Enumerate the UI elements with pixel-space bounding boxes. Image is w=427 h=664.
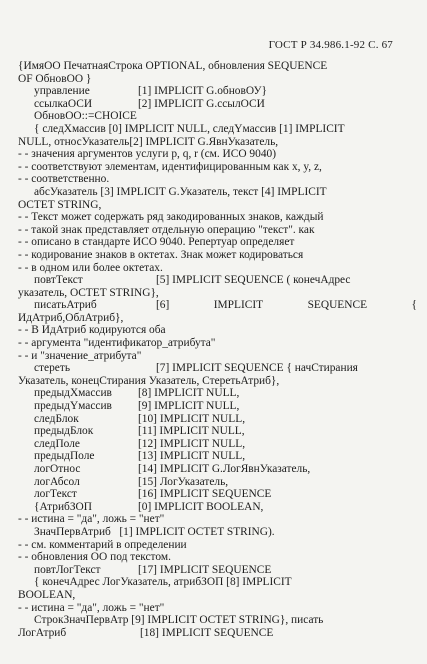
field-type: [18] IMPLICIT SEQUENCE (140, 626, 274, 639)
field-name: предыдYмассив (34, 400, 112, 413)
field-type: [2] IMPLICIT G.ссылОСИ (138, 97, 265, 110)
text-line (18, 488, 417, 501)
comment-line: - - и "значение_атрибута" (18, 349, 142, 362)
field-name: ЛогАтриб (18, 626, 67, 639)
field-type: [0] IMPLICIT BOOLEAN, (138, 500, 264, 513)
field-name: писатьАтриб (34, 299, 97, 312)
text-line: NULL, относУказатель[2] IMPLICIT G.ЯвнУказатель, (18, 135, 279, 148)
text-line (18, 425, 417, 438)
comment-line: - - аргумента "идентификатор_атрибута" (18, 337, 216, 350)
field-name: логТекст (34, 488, 77, 501)
page-header: ГОСТ Р 34.986.1-92 С. 67 (268, 39, 393, 51)
text-line: { следХмассив [0] IMPLICIT NULL, следYмассив [1] IMPLICIT (34, 122, 345, 135)
text-line (18, 400, 417, 413)
field-name: повтЛогТекст (34, 563, 101, 576)
comment-line: - - истина = "да", ложь = "нет" (18, 601, 165, 614)
comment-line: - - соответствуют элементам, идентифицированным как x, y, z, (18, 160, 322, 173)
text-line: ИдАтриб,ОблАтриб}, (18, 311, 124, 324)
text-line (18, 98, 417, 111)
field-name: следПоле (34, 437, 80, 450)
text-line: ЗначПервАтриб [1] IMPLICIT OCTET STRING). (34, 525, 275, 538)
comment-line: - - обновления ОО под текстом. (18, 551, 171, 564)
text-line (18, 438, 417, 451)
text-line (18, 450, 417, 463)
text-line (18, 387, 417, 400)
comment-line: - - Текст может содержать ряд закодированных знаков, каждый (18, 211, 324, 224)
field-type: [14] IMPLICIT G.ЛогЯвнУказатель, (138, 463, 311, 475)
comment-line: - - истина = "да", ложь = "нет" (18, 513, 165, 526)
comment-line: - - кодирование знаков в октетах. Знак может кодироваться (18, 248, 304, 261)
field-name: стереть (34, 362, 71, 375)
text-line: указатель, OCTET STRING}, (18, 286, 159, 299)
field-name: логОтнос (34, 463, 81, 475)
text-line (18, 413, 417, 426)
keyword: SEQUENCE (307, 299, 368, 312)
field-type (156, 299, 417, 312)
text-line (18, 564, 417, 577)
comment-line: - - соответственно. (18, 173, 110, 186)
field-name: {АтрибЗОП (34, 500, 92, 513)
field-name: предыдБлок (34, 425, 94, 438)
keyword: IMPLICIT (213, 299, 264, 312)
text-line (18, 463, 417, 476)
brace: { (411, 299, 417, 312)
field-name: управление (34, 85, 90, 98)
text-line (18, 85, 417, 98)
text-line (18, 274, 417, 287)
field-type: [10] IMPLICIT NULL, (138, 412, 246, 425)
text-line: OCTET STRING, (18, 198, 102, 211)
tag-number: [6] (156, 299, 170, 312)
field-type: [1] IMPLICIT G.обновОУ} (138, 85, 267, 98)
text-line: СтрокЗначПервАтр [9] IMPLICIT OCTET STRING}, писать (34, 614, 324, 627)
field-name: предыдПоле (34, 450, 95, 463)
field-name: следБлок (34, 412, 79, 425)
text-line: Указатель, конецСтирания Указатель, СтеретьАтриб}, (18, 374, 280, 387)
text-line: BOOLEAN, (18, 588, 76, 601)
document-body (18, 60, 417, 639)
field-type: [7] IMPLICIT SEQUENCE { начСтирания (156, 362, 358, 375)
field-name: ссылкаОСИ (34, 97, 93, 110)
field-type: [17] IMPLICIT SEQUENCE (138, 563, 272, 576)
comment-line: - - описано в стандарте ИСО 9040. Репертуар определяет (18, 236, 295, 249)
text-line: ОбновОО::=CHOICE (34, 110, 137, 123)
text-line (18, 476, 417, 489)
text-line: { конечАдрес ЛогУказатель, атрибЗОП [8] IMPLICIT (34, 576, 292, 589)
field-type: [5] IMPLICIT SEQUENCE ( конечАдрес (156, 274, 351, 287)
comment-line: - - значения аргументов услуги p, q, r (см. ИСО 9040) (18, 148, 277, 161)
field-name: повтТекст (34, 274, 83, 287)
field-type: [8] IMPLICIT NULL, (138, 387, 240, 400)
text-line (18, 362, 417, 375)
field-type: [15] ЛогУказатель, (138, 475, 229, 488)
comment-line: - - такой знак представляет отдельную операцию "текст". как (18, 223, 315, 236)
field-type: [13] IMPLICIT NULL, (138, 450, 246, 463)
text-line (18, 501, 417, 514)
field-type: [9] IMPLICIT NULL, (138, 400, 240, 413)
comment-line: - - В ИдАтриб кодируются оба (18, 324, 166, 337)
field-name: логАбсол (34, 475, 80, 488)
field-name: предыдХмассив (34, 387, 112, 400)
text-line (18, 627, 417, 640)
field-type: [16] IMPLICIT SEQUENCE (138, 488, 272, 501)
field-type: [12] IMPLICIT NULL, (138, 437, 246, 450)
text-line: {ИмяОО ПечатнаяСтрока OPTIONAL, обновления SEQUENCE (18, 60, 328, 72)
text-line (18, 299, 417, 312)
comment-line: - - в одном или более октетах. (18, 261, 163, 274)
field-type: [11] IMPLICIT NULL, (138, 425, 245, 438)
comment-line: - - см. комментарий в определении (18, 538, 187, 551)
text-line: OF ОбновОО } (18, 72, 92, 85)
text-line: абсУказатель [3] IMPLICIT G.Указатель, текст [4] IMPLICIT (34, 185, 327, 198)
